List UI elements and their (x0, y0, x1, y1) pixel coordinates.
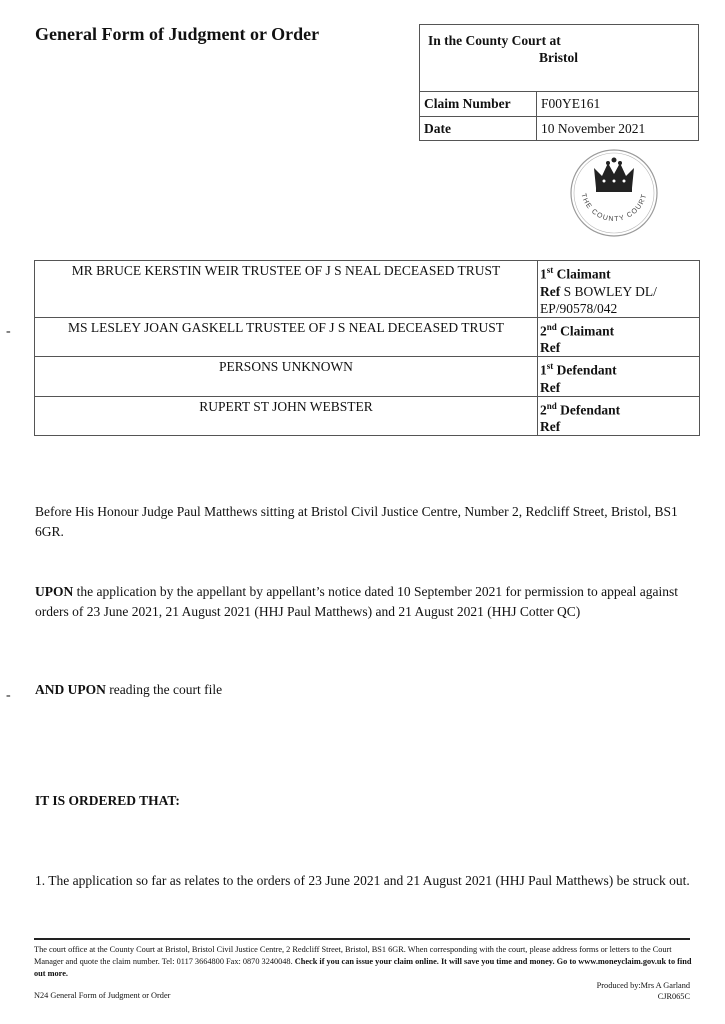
svg-text:THE COUNTY COURT (580, 193, 649, 223)
claim-number-label: Claim Number (424, 96, 511, 111)
party-ordinal: 1 (540, 266, 547, 282)
footer-divider (34, 938, 690, 940)
footer-text (34, 944, 694, 980)
footer-produced (597, 980, 690, 1002)
party-ref-label: Ref (540, 419, 561, 434)
party-ref-label: Ref (540, 283, 561, 299)
form-code: CJR065C (657, 992, 690, 1001)
party-name: RUPERT ST JOHN WEBSTER (35, 396, 538, 436)
party-ordinal-suffix: nd (546, 321, 557, 332)
party-row (35, 357, 700, 397)
footer-form-name: N24 General Form of Judgment or Order (34, 991, 171, 1000)
and-upon-lead: AND UPON (35, 682, 106, 697)
party-ordinal-suffix: st (546, 361, 554, 371)
order-item-1: 1. The application so far as relates to the orders of 23 June 2021 and 21 August 2021 (HHJ Paul Matthews) be struck out. (35, 873, 690, 888)
court-heading (428, 32, 578, 66)
upon-paragraph (35, 582, 695, 622)
party-row (35, 261, 700, 318)
footer-online-notice: Check if you can issue your claim online. It will save you time and money. Go to www.moneyclaim.gov.uk to find out more. (34, 957, 692, 978)
upon-text: the application by the appellant by appellant’s notice dated 10 September 2021 for permission to appeal against orders of 23 June 2021, 21 August 2021 (HHJ Paul Matthews) and 21 August 2021 (HHJ Cotter QC) (35, 584, 678, 619)
party-ordinal: 2 (540, 402, 547, 417)
party-ref: S BOWLEY DL/ EP/90578/042 (540, 283, 657, 316)
party-role: Claimant (560, 323, 615, 338)
party-ref-label: Ref (540, 379, 561, 395)
party-row (35, 317, 700, 357)
party-ordinal-suffix: nd (546, 400, 557, 411)
court-name: Bristol (539, 50, 578, 65)
footer-info: The court office at the County Court at Bristol, Bristol Civil Justice Centre, 2 Redcliff Street, Bristol, BS1 6GR. When corresponding with the court, please address forms or letters to the Court Manager and quote the claim number. Tel: 0117 3664800 Fax: 0870 3240048. (34, 945, 672, 966)
seal-text: THE COUNTY COURT (579, 192, 649, 224)
margin-mark: - (6, 324, 11, 339)
party-name: PERSONS UNKNOWN (35, 357, 538, 397)
date-label: Date (424, 121, 451, 136)
margin-mark: - (6, 688, 11, 703)
claim-number-value: F00YE161 (536, 92, 696, 117)
party-role: Defendant (560, 402, 621, 417)
date-row (419, 116, 699, 141)
party-ordinal: 2 (540, 323, 547, 338)
court-heading-label: In the County Court at (428, 33, 561, 48)
crown-icon (594, 158, 634, 193)
party-ordinal: 1 (540, 362, 547, 378)
party-ref-label: Ref (540, 340, 561, 355)
party-role: Defendant (556, 362, 617, 378)
court-seal (569, 148, 659, 238)
ordered-heading: IT IS ORDERED THAT: (35, 793, 180, 808)
and-upon-text: reading the court file (105, 682, 223, 697)
before-paragraph: Before His Honour Judge Paul Matthews sitting at Bristol Civil Justice Centre, Number 2, Redcliff Street, Bristol, BS1 6GR. (35, 504, 678, 539)
page-title: General Form of Judgment or Order (35, 24, 320, 44)
party-role: Claimant (556, 266, 611, 282)
date-value: 10 November 2021 (536, 117, 696, 141)
party-name: MS LESLEY JOAN GASKELL TRUSTEE OF J S NEAL DECEASED TRUST (35, 317, 538, 357)
party-name: MR BRUCE KERSTIN WEIR TRUSTEE OF J S NEAL DECEASED TRUST (35, 261, 538, 318)
parties-table (34, 260, 700, 436)
and-upon-paragraph (35, 680, 695, 700)
party-row (35, 396, 700, 436)
claim-number-row (419, 91, 699, 117)
court-box (419, 24, 699, 141)
party-ordinal-suffix: st (546, 265, 554, 275)
produced-by: Produced by:Mrs A Garland (596, 981, 690, 990)
upon-lead: UPON (35, 584, 74, 599)
